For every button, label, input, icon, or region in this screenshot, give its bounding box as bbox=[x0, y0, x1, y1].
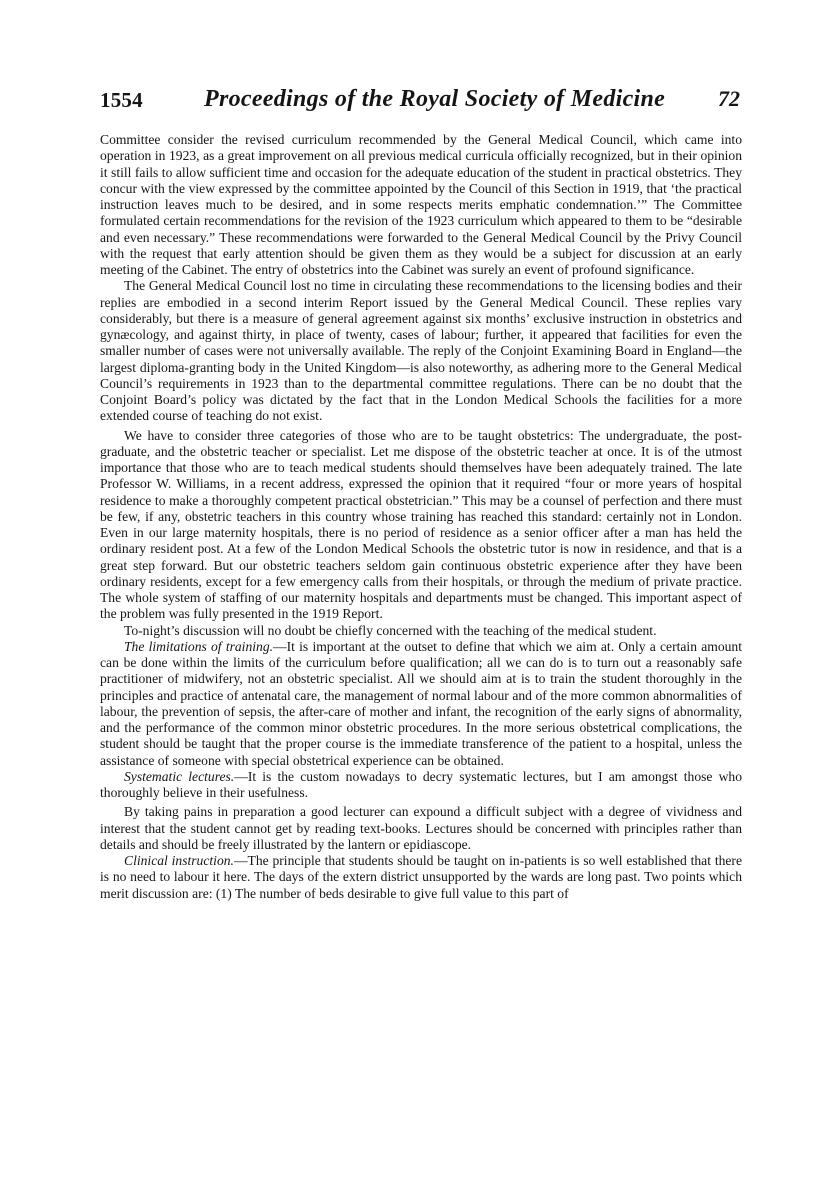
paragraph-text: To-night’s discussion will no doubt be chiefly concerned with the teaching of the medical student. bbox=[124, 622, 657, 638]
article-body bbox=[100, 132, 742, 902]
running-head-title: Proceedings of the Royal Society of Medicine bbox=[204, 86, 666, 112]
paragraph bbox=[100, 804, 742, 853]
paragraph-text: We have to consider three categories of those who are to be taught obstetrics: The undergraduate, the post-graduate, and the obstetric teacher or specialist. Let me dispose of the obstetric teacher at once. It is of the utmost importance that those who are to teach medical students should themselves have been adequately trained. The late Professor W. Williams, in a recent address, expressed the opinion that it required “four or more years of hospital residence to make a thoroughly competent practical obstetrician.” This may be a counsel of perfection and there must be few, if any, obstetric teachers in this country whose training has reached this standard: certainly not in London. Even in our large maternity hospitals, there is no period of residence as a senior officer after a man has held the ordinary resident post. At a few of the London Medical Schools the obstetric tutor is now in residence, and that is a great step forward. But our obstetric teachers seldom gain continuous obstetric experience after they have been ordinary residents, except for a few emergency calls from their hospitals, or through the medium of private practice. The whole system of staffing of our maternity hospitals and departments must be changed. This important aspect of the problem was fully presented in the 1919 Report. bbox=[100, 427, 742, 622]
page-number: 1554 bbox=[100, 88, 143, 112]
paragraph-text: The General Medical Council lost no time in circulating these recommendations to the licensing bodies and their replies are embodied in a second interim Report issued by the General Medical Council. These replies vary considerably, but there is a measure of general agreement against six months’ exclusive instruction in obstetrics and gynæcology, and against thirty, in place of twenty, cases of labour; further, it appeared that facilities for even the smaller number of cases were not universally available. The reply of the Conjoint Examining Board in England—the largest diploma-granting body in the United Kingdom—is also noteworthy, as adhering more to the General Medical Council’s requirements in 1923 than to the departmental committee regulations. There can be no doubt that the Conjoint Board’s policy was dictated by the fact that in the London Medical Schools the facilities for a more extended course of teaching do not exist. bbox=[100, 278, 742, 424]
section-paragraph-lectures bbox=[100, 769, 742, 802]
paragraph-continued bbox=[100, 132, 742, 278]
page-header bbox=[100, 88, 740, 122]
volume-number: 72 bbox=[718, 86, 740, 111]
section-paragraph-limitations bbox=[100, 639, 742, 769]
paragraph bbox=[100, 623, 742, 639]
paragraph-text: Committee consider the revised curriculum recommended by the General Medical Council, which came into operation in 1923, as a great improvement on all previous medical curricula officially recognized, but in their opinion it still fails to allow sufficient time and occasion for the adequate education of the student in practical obstetrics. They concur with the view expressed by the committee appointed by the Council of this Section in 1919, that ‘the practical instruction leaves much to be desired, and in some respects merits emphatic condemnation.’” The Committee formulated certain recommendations for the revision of the 1923 curriculum which appeared to them to be “desirable and even necessary.” These recommendations were forwarded to the General Medical Council by the Privy Council with the request that early attention should be given them as they would be a subject for discussion at an early meeting of the Cabinet. The entry of obstetrics into the Cabinet was surely an event of profound significance. bbox=[100, 132, 742, 277]
section-heading-lectures: Systematic lectures. bbox=[124, 768, 235, 784]
paragraph bbox=[100, 428, 742, 623]
section-heading-limitations: The limitations of training. bbox=[124, 638, 274, 654]
paragraph-text: —It is the custom nowadays to decry systematic lectures, but I am amongst those who thoroughly believe in their usefulness. bbox=[100, 768, 742, 800]
paragraph-text: —The principle that students should be taught on in-patients is so well established that there is no need to labour it here. The days of the extern district unsupported by the wards are long past. Two points which merit discussion are: (1) The number of beds desirable to give full value to this part of bbox=[100, 853, 742, 901]
section-heading-clinical: Clinical instruction. bbox=[124, 853, 234, 868]
paragraph-text: —It is important at the outset to define that which we aim at. Only a certain amount can be done within the limits of the curriculum before qualification; all we can do is to turn out a reasonably safe practitioner of midwifery, not an obstetric specialist. All we should aim at is to train the student thoroughly in the principles and practice of antenatal care, the management of normal labour and of the more common abnormalities of labour, the prevention of sepsis, the after-care of mother and infant, the recognition of the early signs of abnormality, and the performance of the common minor obstetric procedures. In the more serious obstetrical complications, the student should be taught that the proper course is the immediate transference of the patient to a hospital, unless the assistance of someone with special obstetrical experience can be obtained. bbox=[100, 638, 742, 768]
section-paragraph-clinical bbox=[100, 853, 742, 902]
paragraph-text: By taking pains in preparation a good lecturer can expound a difficult subject with a degree of vividness and interest that the student cannot get by reading text-books. Lectures should be concerned with principles rather than details and should be freely illustrated by the lantern or epidiascope. bbox=[100, 804, 742, 852]
paragraph bbox=[100, 278, 742, 424]
